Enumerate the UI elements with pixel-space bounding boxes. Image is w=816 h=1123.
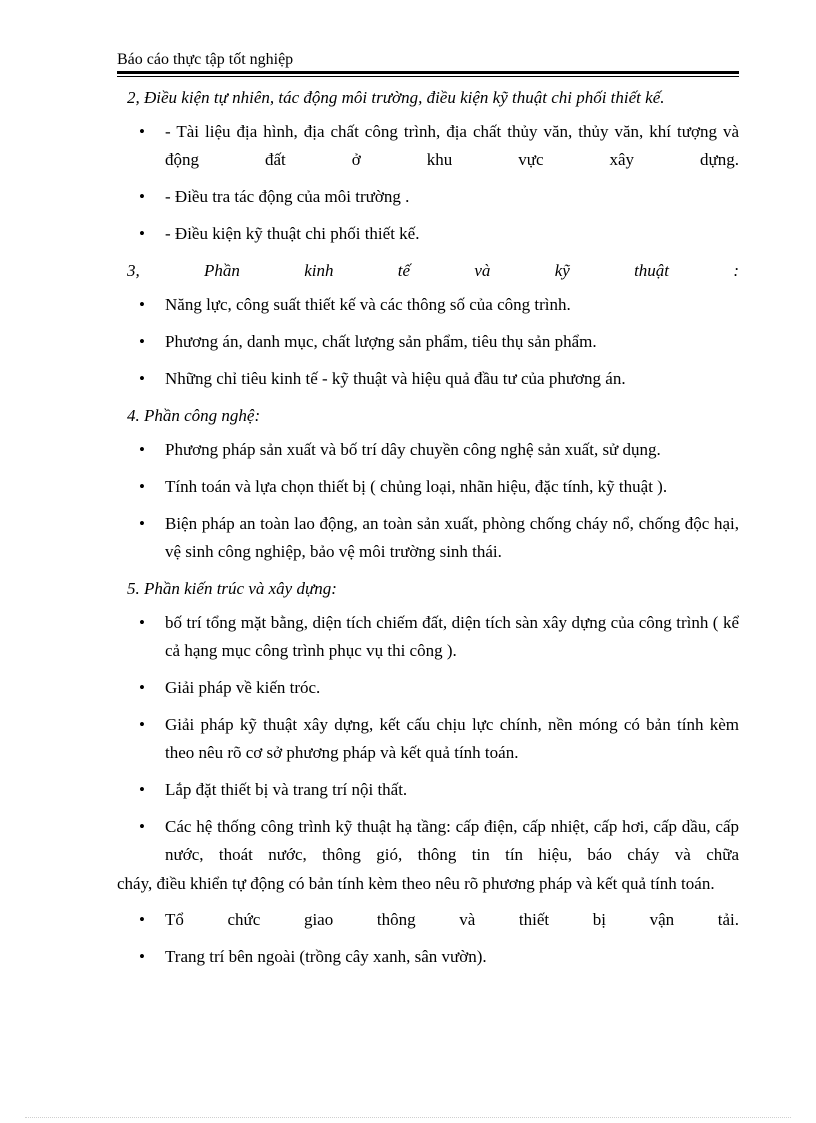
list-item: • Biện pháp an toàn lao động, an toàn sản xuất, phòng chống cháy nổ, chống độc hại, vệ sinh công nghiệp, bảo vệ môi trường sinh thái.: [117, 510, 739, 566]
document-header: Báo cáo thực tập tốt nghiệp: [117, 51, 294, 68]
section-heading-2: 2, Điều kiện tự nhiên, tác động môi trường, điều kiện kỹ thuật chi phối thiết kế.: [127, 88, 665, 107]
list-item: • Giải pháp về kiến tróc.: [117, 674, 739, 702]
section-heading-4: 4. Phần công nghệ:: [127, 406, 261, 425]
bullet-icon: •: [139, 613, 145, 632]
continuation-paragraph: cháy, điều khiển tự động có bản tính kèm theo nêu rõ phương pháp và kết quả tính toán.: [117, 874, 715, 893]
list-item: • Lắp đặt thiết bị và trang trí nội thất.: [117, 776, 739, 804]
bullet-icon: •: [139, 947, 145, 966]
section-5-list-continued: [117, 906, 739, 971]
bullet-icon: •: [139, 122, 145, 141]
list-item: • Năng lực, công suất thiết kế và các thông số của công trình.: [117, 291, 739, 319]
header-rule-thin: [117, 76, 739, 77]
section-5-list: [117, 609, 739, 869]
bullet-icon: •: [139, 295, 145, 314]
bullet-icon: •: [139, 715, 145, 734]
bullet-icon: •: [139, 369, 145, 388]
list-item: • Các hệ thống công trình kỹ thuật hạ tầng: cấp điện, cấp nhiệt, cấp hơi, cấp dầu, cấp nước, thoát nước, thông gió, thông tin tín hiệu, báo cháy và chữa: [117, 813, 739, 869]
list-item: • bố trí tổng mặt bằng, diện tích chiếm đất, diện tích sàn xây dựng của công trình ( kể cả hạng mục công trình phục vụ thi công ).: [117, 609, 739, 665]
list-item: • - Tài liệu địa hình, địa chất công trình, địa chất thủy văn, thủy văn, khí tượng và động đất ở khu vực xây dựng.: [117, 118, 739, 174]
section-heading-3: 3, Phần kinh tế và kỹ thuật :: [127, 261, 739, 280]
bullet-icon: •: [139, 187, 145, 206]
list-item: • Phương án, danh mục, chất lượng sản phẩm, tiêu thụ sản phẩm.: [117, 328, 739, 356]
list-item: • Giải pháp kỹ thuật xây dựng, kết cấu chịu lực chính, nền móng có bản tính kèm theo nêu rõ cơ sở phương pháp và kết quả tính toán.: [117, 711, 739, 767]
bullet-icon: •: [139, 817, 145, 836]
section-3-list: [117, 291, 739, 393]
bullet-icon: •: [139, 780, 145, 799]
list-item: • Tổ chức giao thông và thiết bị vận tải.: [117, 906, 739, 934]
bullet-icon: •: [139, 678, 145, 697]
list-item: • Tính toán và lựa chọn thiết bị ( chủng loại, nhãn hiệu, đặc tính, kỹ thuật ).: [117, 473, 739, 501]
bullet-icon: •: [139, 224, 145, 243]
bullet-icon: •: [139, 440, 145, 459]
section-heading-5: 5. Phần kiến trúc và xây dựng:: [127, 579, 337, 598]
bullet-icon: •: [139, 477, 145, 496]
list-item: • Phương pháp sản xuất và bố trí dây chuyền công nghệ sản xuất, sử dụng.: [117, 436, 739, 464]
document-body: [117, 84, 739, 980]
list-item: • Những chỉ tiêu kinh tế - kỹ thuật và hiệu quả đầu tư của phương án.: [117, 365, 739, 393]
bullet-icon: •: [139, 910, 145, 929]
footer-divider: [25, 1117, 791, 1118]
bullet-icon: •: [139, 514, 145, 533]
bullet-icon: •: [139, 332, 145, 351]
section-4-list: [117, 436, 739, 566]
section-2-list: [117, 118, 739, 248]
list-item: • - Điều tra tác động của môi trường .: [117, 183, 739, 211]
list-item: • Trang trí bên ngoài (trồng cây xanh, sân vườn).: [117, 943, 739, 971]
header-rule-thick: [117, 71, 739, 74]
list-item: • - Điều kiện kỹ thuật chi phối thiết kế.: [117, 220, 739, 248]
